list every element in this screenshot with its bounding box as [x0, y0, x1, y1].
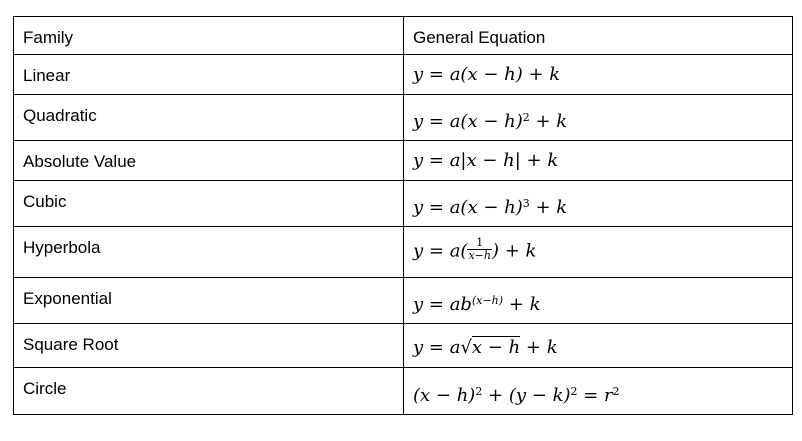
table-row — [14, 368, 793, 415]
equation-text: $(x - h)^2 + (y - k)^2 = r^2$ — [413, 385, 620, 406]
equation-text: y = a√x − h + k — [413, 337, 558, 358]
equation-cell — [404, 324, 793, 368]
table-row — [14, 95, 793, 141]
table-row — [14, 227, 793, 278]
equation-text: y = a(x − h) + k — [413, 64, 561, 85]
header-family: Family — [14, 17, 404, 55]
family-cell: Circle — [14, 368, 404, 415]
equation-text: $y = a(x - h)^2 + k$ — [413, 111, 568, 132]
equation-cell — [404, 278, 793, 324]
table-row — [14, 278, 793, 324]
fraction: $\frac{1}{x-h}$ — [468, 236, 491, 262]
equation-cell — [404, 181, 793, 227]
family-cell: Absolute Value — [14, 141, 404, 181]
table-row — [14, 55, 793, 95]
equation-text: y = a( $\frac{1}{x-h}$ ) + k — [413, 236, 537, 262]
family-cell: Square Root — [14, 324, 404, 368]
table-row — [14, 141, 793, 181]
table-row — [14, 324, 793, 368]
square-root: √x − h — [460, 337, 521, 358]
equation-families-table — [13, 16, 793, 415]
table-row — [14, 181, 793, 227]
equation-cell — [404, 141, 793, 181]
equation-cell — [404, 55, 793, 95]
equation-text: y = a|x − h| + k — [413, 150, 559, 171]
family-cell: Cubic — [14, 181, 404, 227]
family-cell: Hyperbola — [14, 227, 404, 278]
equation-cell — [404, 95, 793, 141]
equation-cell — [404, 227, 793, 278]
table-header-row — [14, 17, 793, 55]
equation-text: $y = ab^{(x-h)} + k$ — [413, 294, 541, 315]
equation-cell — [404, 368, 793, 415]
header-general-equation: General Equation — [404, 17, 793, 55]
equation-text: $y = a(x - h)^3 + k$ — [413, 197, 568, 218]
family-cell: Linear — [14, 55, 404, 95]
family-cell: Exponential — [14, 278, 404, 324]
family-cell: Quadratic — [14, 95, 404, 141]
